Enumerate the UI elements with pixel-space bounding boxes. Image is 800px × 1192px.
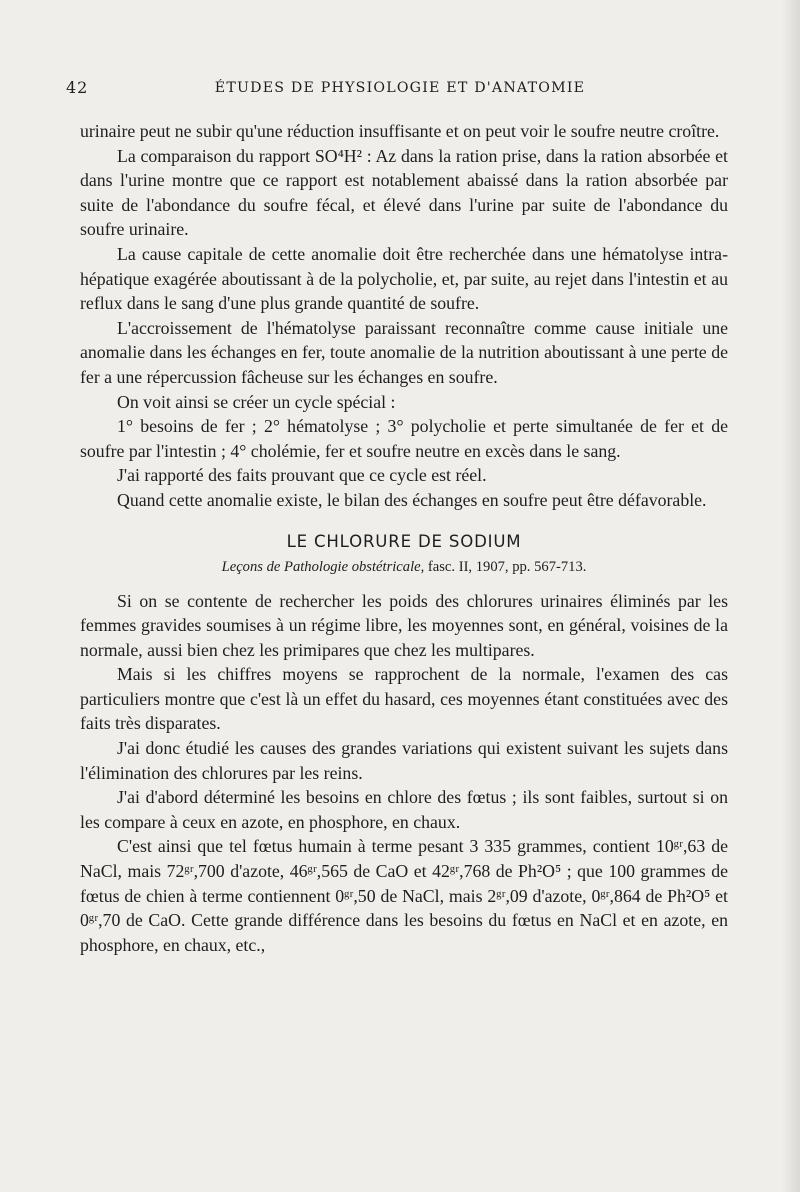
running-title: ÉTUDES DE PHYSIOLOGIE ET D'ANATOMIE: [214, 80, 586, 96]
citation-details: fasc. II, 1907, pp. 567-713.: [424, 558, 587, 575]
paragraph: La comparaison du rapport SO⁴H² : Az dans la ration prise, dans la ration absorbée et dans l'urine montre que ce rapport est notablement abaissé dans la ration absorbée par suite de l'abondance du soufre fécal, et élevé dans l'urine par suite de l'abondance du soufre urinaire.: [80, 145, 728, 240]
paragraph: Mais si les chiffres moyens se rapprochent de la normale, l'examen des cas particuliers montre que c'est là un effet du hasard, ces moyennes étant constituées avec des faits très disparates.: [80, 664, 728, 734]
paragraph: Si on se contente de rechercher les poids des chlorures urinaires éliminés par les femmes gravides soumises à un régime libre, les moyennes sont, en général, voisines de la normale, aussi bien chez les primipares que chez les multipares.: [80, 590, 728, 660]
page-number: 42: [66, 78, 89, 97]
paragraph: L'accroissement de l'hématolyse paraissant reconnaître comme cause initiale une anomalie dans les échanges en fer, toute anomalie de la nutrition aboutissant à une perte de fer a une répercussion fâcheuse sur les échanges en soufre.: [80, 317, 728, 387]
citation-title: Leçons de Pathologie obstétricale,: [221, 558, 425, 575]
paragraph: Quand cette anomalie existe, le bilan des échanges en soufre peut être défavorable.: [117, 489, 707, 510]
paragraph: C'est ainsi que tel fœtus humain à terme pesant 3 335 grammes, contient 10ᵍʳ,63 de NaCl, mais 72ᵍʳ,700 d'azote, 46ᵍʳ,565 de CaO et 42ᵍʳ,768 de Ph²O⁵ ; que 100 grammes de fœtus de chien à terme contiennent 0ᵍʳ,50 de NaCl, mais 2ᵍʳ,09 d'azote, 0ᵍʳ,864 de Ph²O⁵ et 0ᵍʳ,70 de CaO. Cette grande différence dans les besoins du fœtus en NaCl et en azote, en phosphore, en chaux, etc.,: [80, 836, 728, 955]
section-citation: [80, 557, 728, 577]
section-title: LE CHLORURE DE SODIUM: [286, 531, 522, 551]
paragraph: J'ai rapporté des faits prouvant que ce cycle est réel.: [117, 465, 487, 486]
paragraph: urinaire peut ne subir qu'une réduction insuffisante et on peut voir le soufre neutre croître.: [80, 121, 720, 141]
paragraph: J'ai d'abord déterminé les besoins en chlore des fœtus ; ils sont faibles, surtout si on les compare à ceux en azote, en phosphore, en chaux.: [80, 787, 728, 832]
page-header: [0, 78, 800, 102]
page-edge-shadow: [782, 0, 800, 1192]
paragraph: La cause capitale de cette anomalie doit être recherchée dans une hématolyse intra-hépatique exagérée aboutissant à de la polycholie, et, par suite, au rejet dans l'intestin et au reflux dans le sang d'une plus grande quantité de soufre.: [80, 243, 728, 314]
paragraph: On voit ainsi se créer un cycle spécial :: [117, 391, 396, 412]
paragraph: J'ai donc étudié les causes des grandes variations qui existent suivant les sujets dans l'élimination des chlorures par les reins.: [80, 738, 728, 783]
body-text: [80, 119, 728, 957]
paragraph: 1° besoins de fer ; 2° hématolyse ; 3° polycholie et perte simultanée de fer et de soufre par l'intestin ; 4° cholémie, fer et soufre neutre en excès dans le sang.: [80, 416, 728, 461]
